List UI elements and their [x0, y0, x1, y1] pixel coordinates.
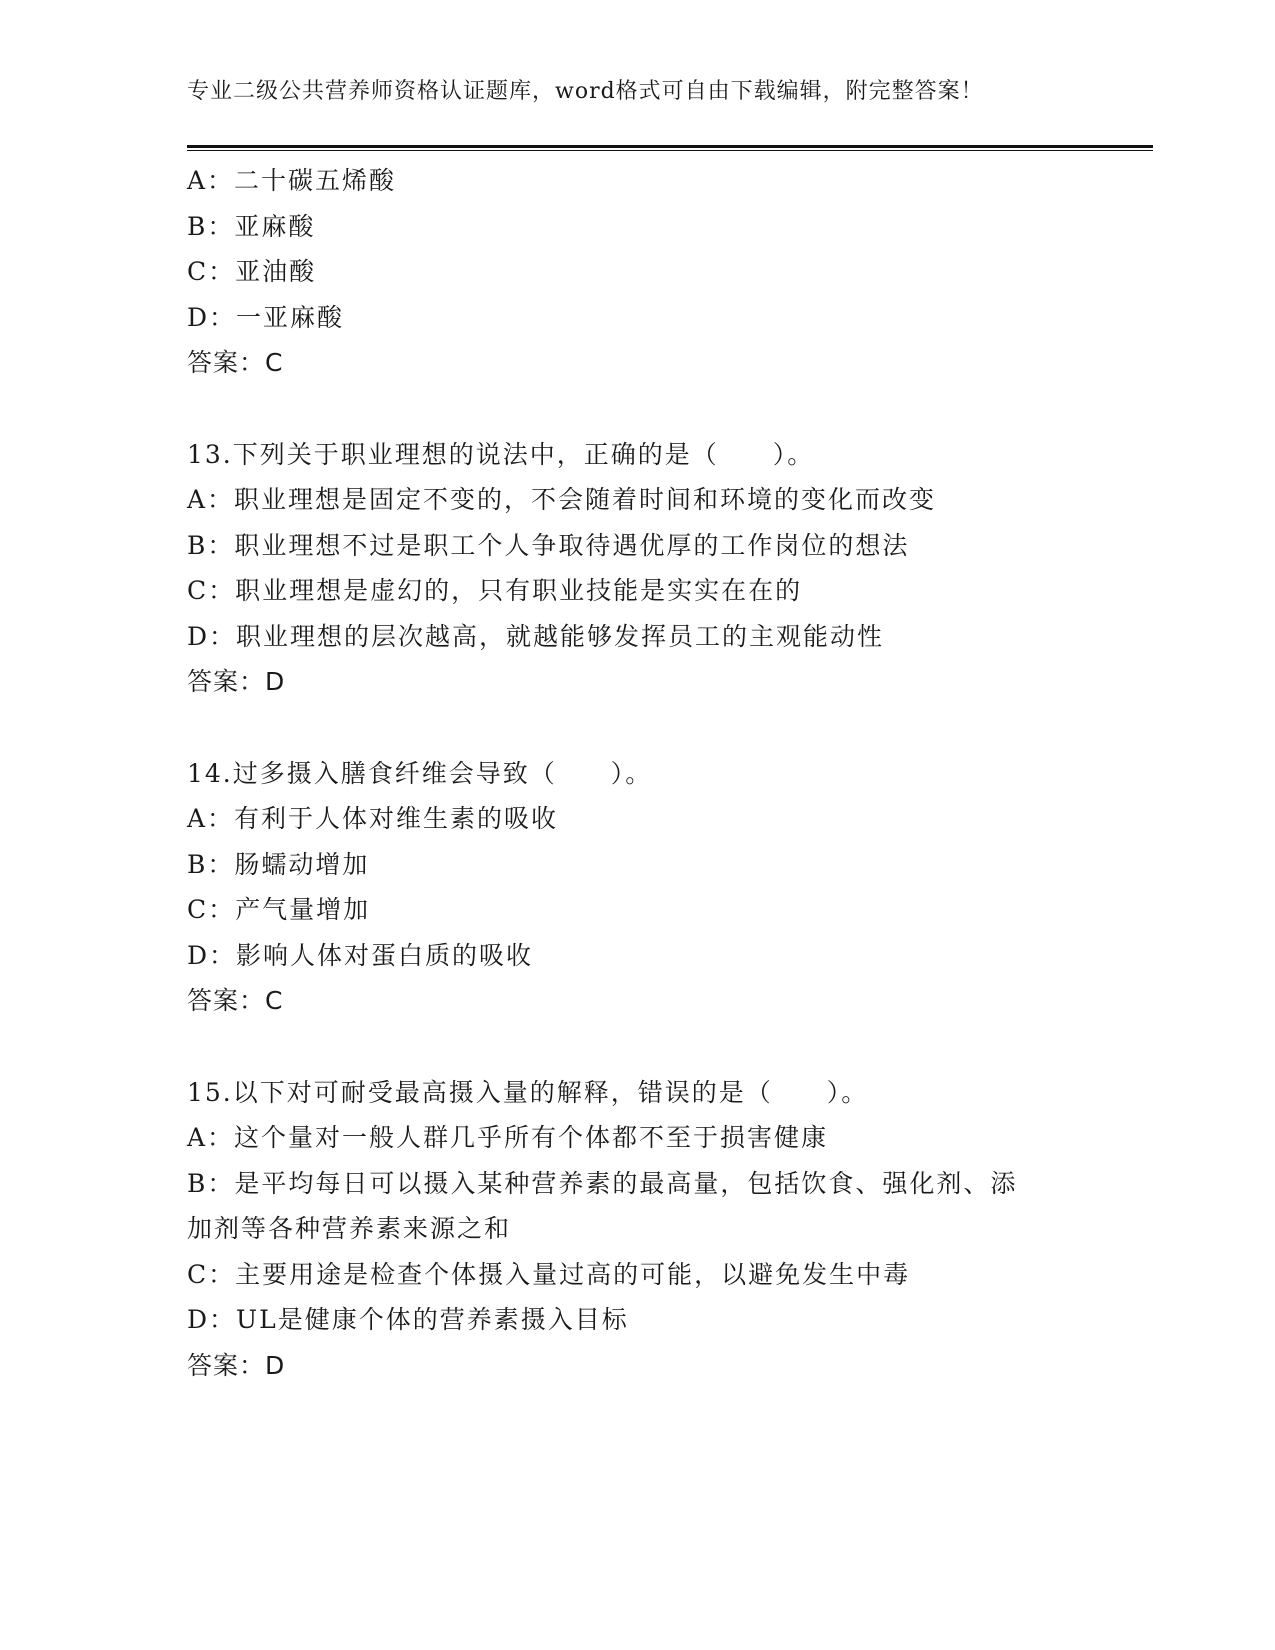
option-d: D：职业理想的层次越高，就越能够发挥员工的主观能动性 [187, 621, 885, 651]
question-block [187, 1070, 1087, 1389]
option-a: A：二十碳五烯酸 [187, 166, 397, 195]
answer-line: 答案：C [187, 986, 284, 1015]
option-d: D：UL是健康个体的营养素摄入目标 [187, 1305, 629, 1334]
option-d: D：影响人体对蛋白质的吸收 [187, 940, 534, 970]
answer-line: 答案：C [187, 348, 284, 377]
question-block [187, 158, 1087, 386]
spacer [187, 1024, 1087, 1070]
spacer [187, 386, 1087, 432]
option-b: B：是平均每日可以摄入某种营养素的最高量，包括饮食、强化剂、添 [187, 1168, 1018, 1198]
option-b: B：亚麻酸 [187, 211, 316, 241]
answer-line: 答案：D [187, 667, 286, 696]
option-b: B：肠蠕动增加 [187, 849, 370, 879]
option-a: A：这个量对一般人群几乎所有个体都不至于损害健康 [187, 1123, 829, 1152]
question-list [187, 158, 1087, 1388]
spacer [187, 705, 1087, 751]
header-rule-thin [187, 150, 1153, 151]
option-a: A：职业理想是固定不变的，不会随着时间和环境的变化而改变 [187, 485, 937, 514]
option-b: B：职业理想不过是职工个人争取待遇优厚的工作岗位的想法 [187, 530, 910, 560]
question-block [187, 432, 1087, 705]
question-block [187, 751, 1087, 1024]
question-stem: 14.过多摄入膳食纤维会导致（ ）。 [187, 758, 653, 788]
option-c: C：亚油酸 [187, 257, 317, 286]
question-stem: 13.下列关于职业理想的说法中，正确的是（ ）。 [187, 439, 815, 469]
answer-line: 答案：D [187, 1350, 286, 1380]
option-c: C：主要用途是检查个体摄入量过高的可能，以避免发生中毒 [187, 1259, 911, 1289]
question-stem: 15.以下对可耐受最高摄入量的解释，错误的是（ ）。 [187, 1077, 869, 1107]
option-c: C：职业理想是虚幻的，只有职业技能是实实在在的 [187, 576, 803, 605]
option-a: A：有利于人体对维生素的吸收 [187, 804, 559, 833]
header-rule [187, 145, 1153, 148]
option-d: D：一亚麻酸 [187, 302, 345, 332]
option-c: C：产气量增加 [187, 895, 371, 924]
option-b-continued: 加剂等各种营养素来源之和 [187, 1214, 512, 1243]
page-header: 专业二级公共营养师资格认证题库，word格式可自由下载编辑，附完整答案！ [187, 79, 984, 104]
